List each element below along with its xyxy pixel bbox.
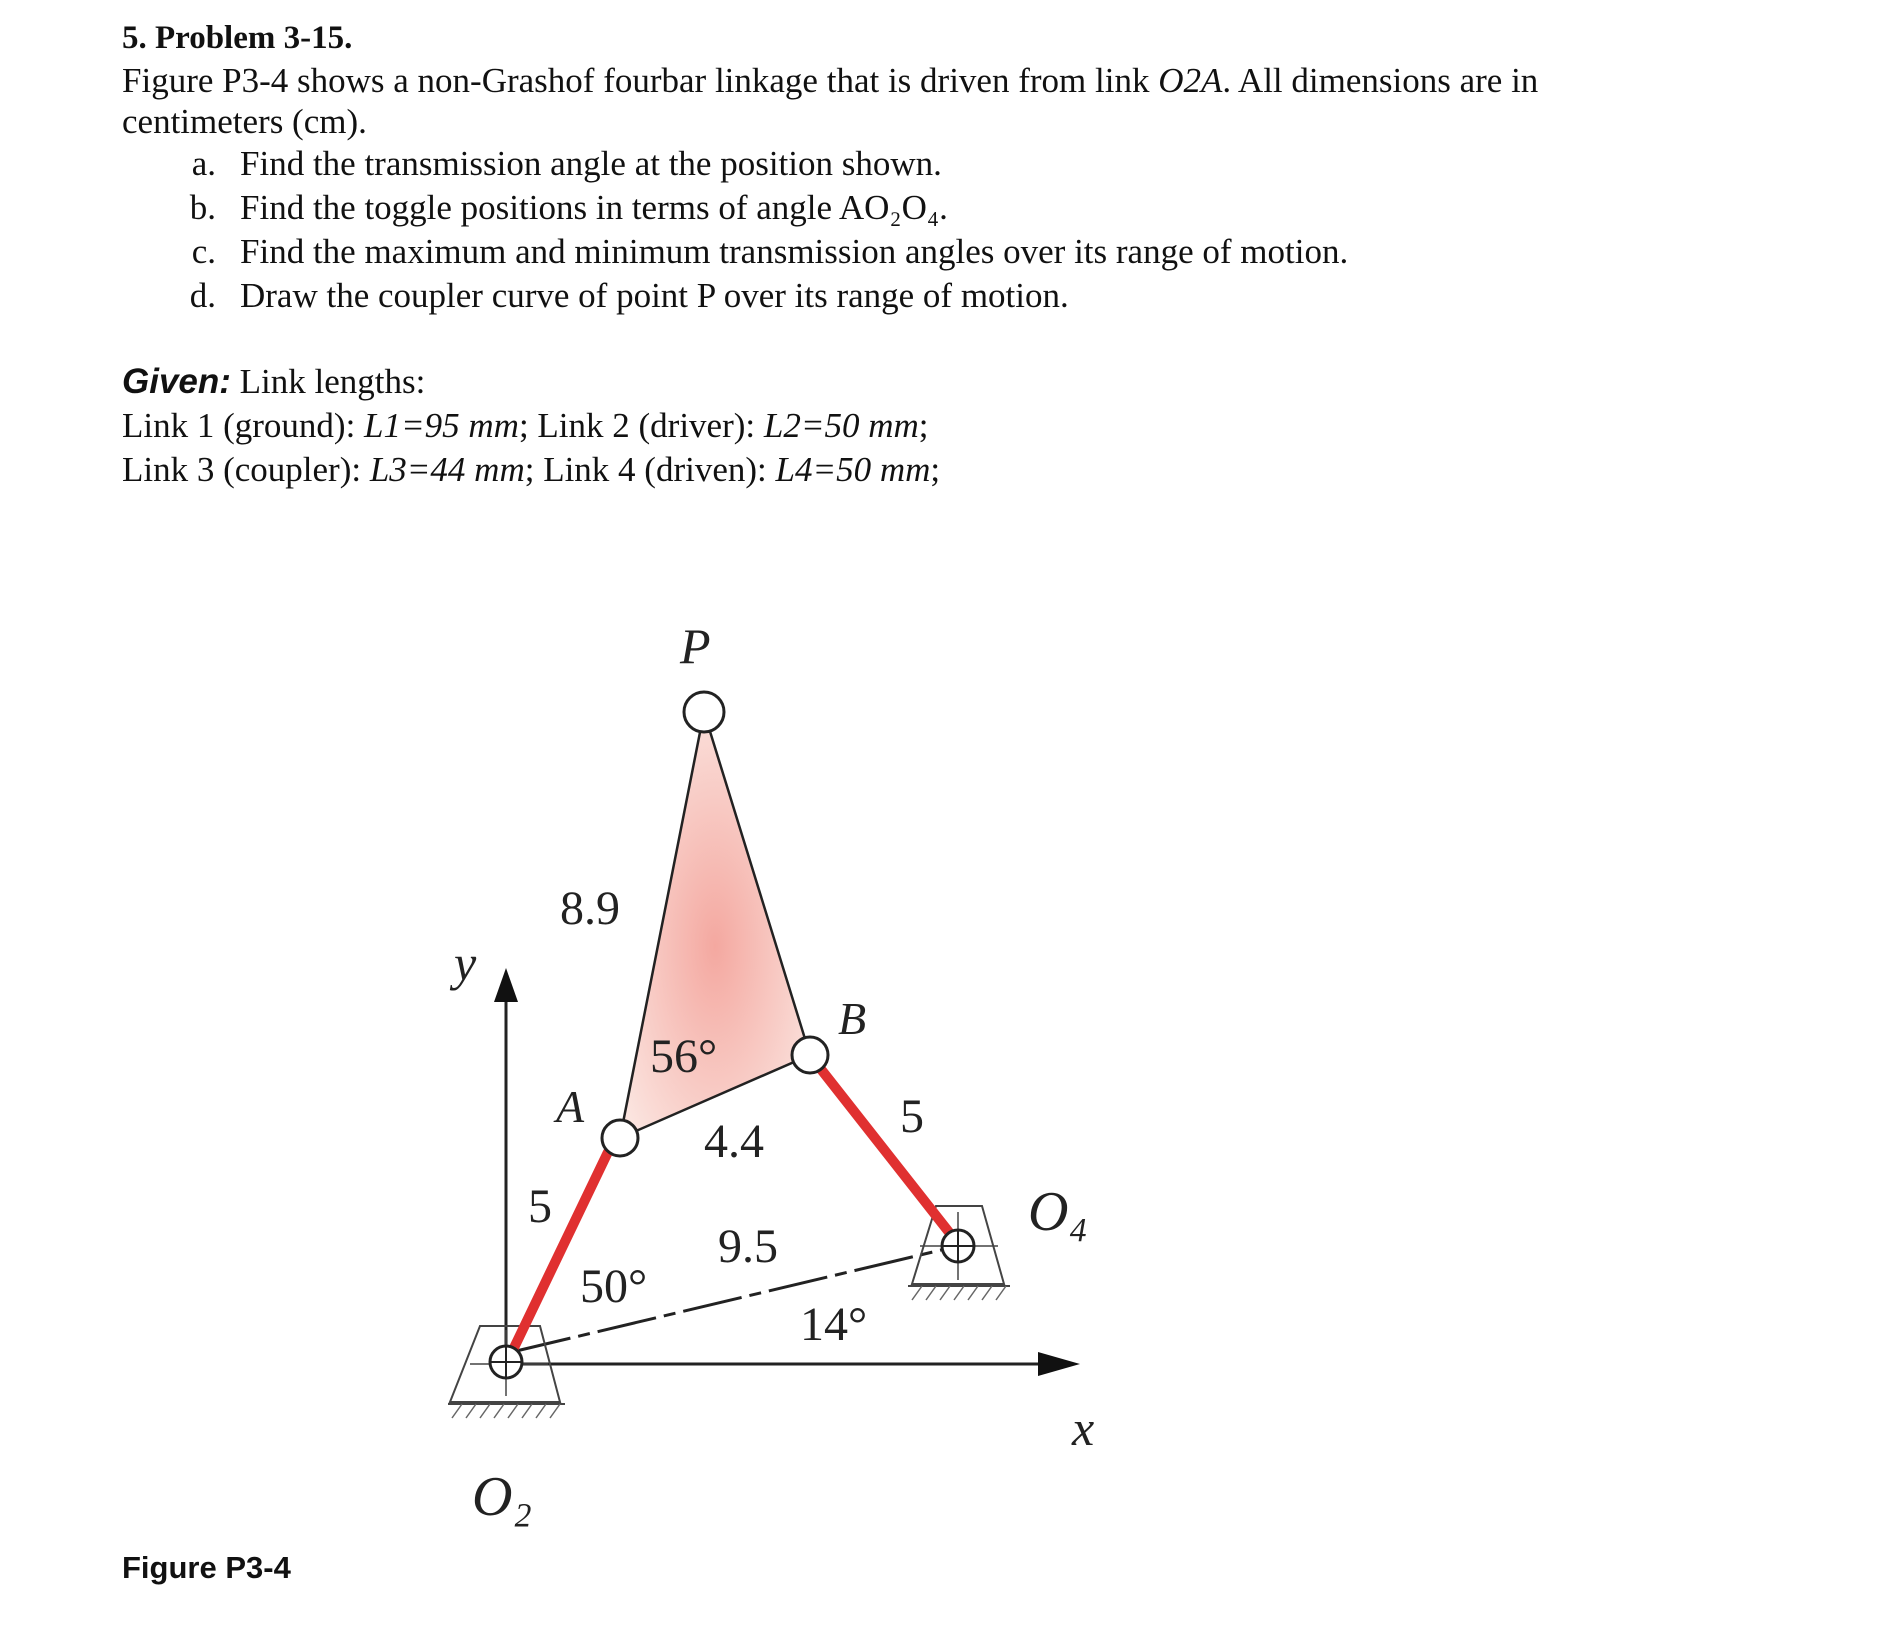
task-text: Find the toggle positions in terms of angle AO₂O₄. (240, 188, 948, 227)
figure-caption: Figure P3-4 (122, 1550, 291, 1585)
intro-link-name: O2A (1158, 61, 1223, 100)
intro-text-2: . All dimensions are in centimeters (cm). (122, 61, 1539, 141)
task-text: Find the maximum and minimum transmission angles over its range of motion. (240, 232, 1349, 271)
link-2-driver (512, 1152, 608, 1352)
y-axis-arrow (494, 968, 518, 1002)
point-p (684, 692, 724, 732)
label-o2: O₂ (472, 1466, 532, 1528)
link1-label: Link 1 (ground): (122, 406, 365, 445)
intro-text-1: Figure P3-4 shows a non-Grashof fourbar linkage that is driven from link (122, 61, 1159, 100)
line-end: ; (930, 450, 941, 489)
x-axis-arrow (1038, 1352, 1080, 1376)
dim-link-4: 5 (900, 1090, 924, 1143)
link2-length: L2=50 mm (763, 406, 919, 445)
label-p: P (680, 618, 711, 674)
task-letter: d. (189, 276, 216, 315)
angle-coupler: 56° (650, 1030, 718, 1083)
task-letter: a. (191, 144, 216, 183)
task-text: Draw the coupler curve of point P over its range of motion. (240, 276, 1069, 315)
task-letter: c. (191, 232, 216, 271)
link4-label: ; Link 4 (driven): (524, 450, 776, 489)
dim-ground: 9.5 (718, 1220, 778, 1273)
given-heading-rest: Link lengths: (230, 362, 426, 401)
line-end: ; (918, 406, 929, 445)
problem-title: 5. Problem 3-15. (122, 20, 353, 56)
link4-length: L4=50 mm (775, 450, 931, 489)
given-heading: Given: (122, 362, 231, 401)
link2-label: ; Link 2 (driver): (518, 406, 764, 445)
link-4-driven (820, 1068, 952, 1236)
angle-input: 50° (580, 1260, 648, 1313)
dim-link-2: 5 (528, 1180, 552, 1233)
dim-coupler-ab: 4.4 (704, 1115, 764, 1168)
label-x-axis: x (1072, 1400, 1095, 1456)
label-b: B (838, 993, 867, 1044)
angle-ground: 14° (800, 1298, 868, 1351)
joint-b (792, 1037, 828, 1073)
link1-length: L1=95 mm (364, 406, 519, 445)
task-text: Find the transmission angle at the position shown. (240, 144, 942, 183)
label-a: A (556, 1081, 585, 1132)
label-y-axis: y (454, 935, 477, 991)
link3-label: Link 3 (coupler): (122, 450, 370, 489)
label-o4: O₄ (1028, 1181, 1088, 1243)
dim-coupler-ap: 8.9 (560, 882, 620, 935)
joint-a (602, 1120, 638, 1156)
link3-length: L3=44 mm (369, 450, 525, 489)
task-letter: b. (189, 188, 216, 227)
